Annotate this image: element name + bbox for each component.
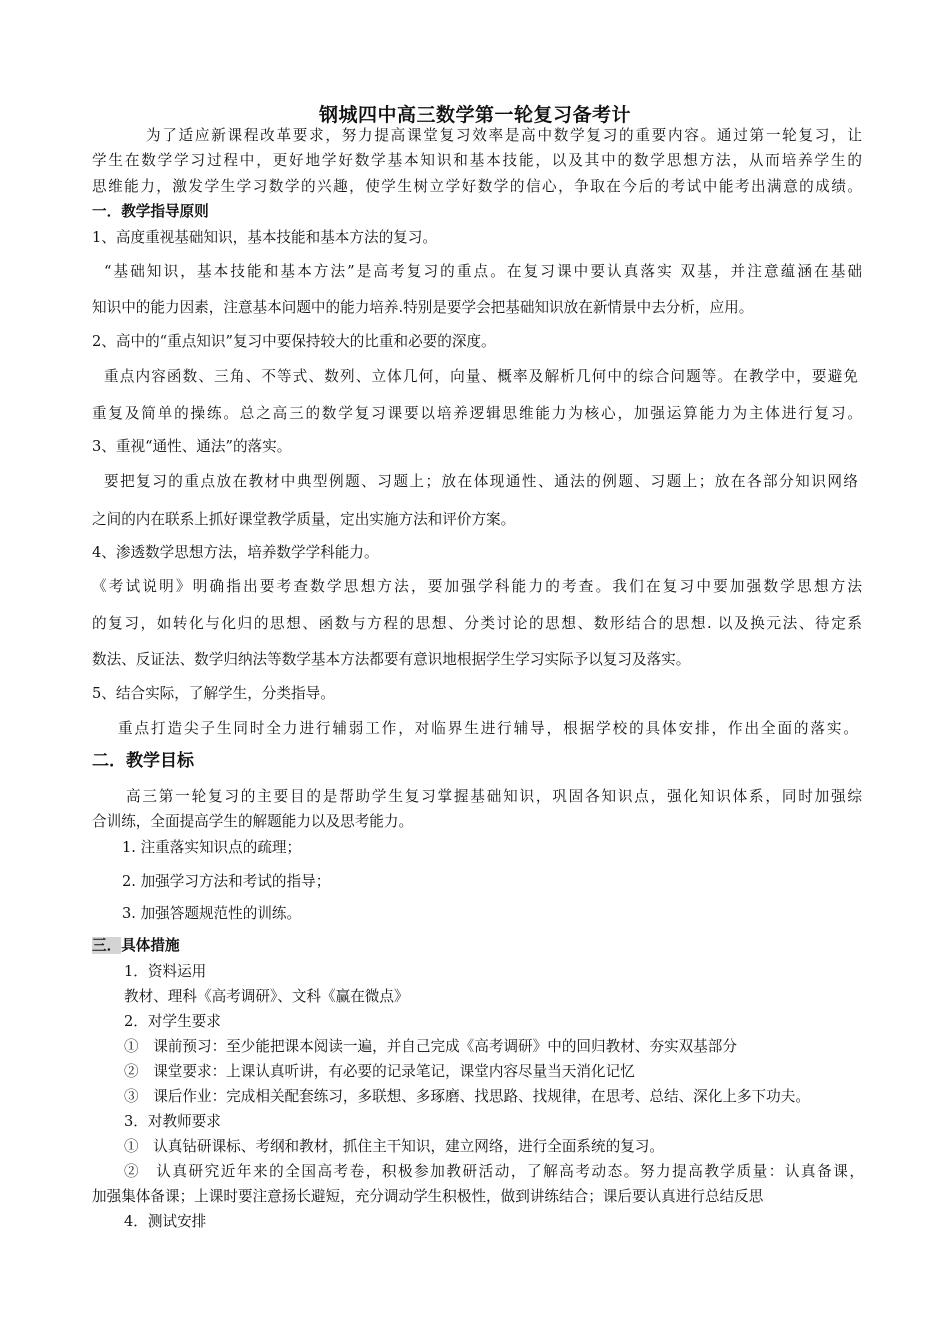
teacher-req-1: ① 认真钻研课标、考纲和教材，抓住主干知识，建立网络，进行全面系统的复习。 <box>124 1138 664 1155</box>
section3-heading-number: 三． <box>92 937 122 954</box>
section2-heading: 二．教学目标 <box>92 751 194 771</box>
teacher-req-2-cont: 加强集体备课；上课时要注意扬长避短，充分调动学生积极性，做到讲练结合；课后要认真进行总结反思 <box>92 1188 764 1205</box>
measure-3-heading: 3．对教师要求 <box>124 1113 221 1130</box>
principle-1-heading: 1、高度重视基础知识，基本技能和基本方法的复习。 <box>92 229 437 246</box>
goal-item-3: 3. 加强答题规范性的训练。 <box>122 905 302 922</box>
student-req-3: ③ 课后作业：完成相关配套练习，多联想、多琢磨、找思路、找规律，在思考、总结、深化上多下功夫。 <box>124 1088 810 1105</box>
principle-2-heading: 2、高中的“重点知识”复习中要保持较大的比重和必要的深度。 <box>92 333 496 350</box>
intro-line-2: 学生在数学学习过程中，更好地学好数学基本知识和基本技能，以及其中的数学思想方法，从而培养学生的 <box>92 152 862 169</box>
student-req-1: ① 课前预习：至少能把课本阅读一遍，并自己完成《高考调研》中的回归教材、夯实双基部分 <box>124 1038 737 1055</box>
goal-item-2: 2. 加强学习方法和考试的指导； <box>122 873 331 890</box>
measure-1-body: 教材、理科《高考调研》、文科《赢在微点》 <box>124 988 409 1005</box>
principle-4-line-1: 《考试说明》明确指出要考查数学思想方法，要加强学科能力的考查。我们在复习中要加强数学思想方法 <box>92 578 862 595</box>
principle-2-line-1: 重点内容函数、三角、不等式、数列、立体几何，向量、概率及解析几何中的综合问题等。在教学中，要避免 <box>104 368 858 385</box>
measure-4-heading: 4．测试安排 <box>124 1213 207 1230</box>
intro-line-1: 为了适应新课程改革要求，努力提高课堂复习效率是高中数学复习的重要内容。通过第一轮复习，让 <box>146 127 862 144</box>
teacher-req-2: ② 认真研究近年来的全国高考卷，积极参加教研活动，了解高考动态。努力提高教学质量：认真备课， <box>124 1163 864 1180</box>
principle-4-line-2: 的复习，如转化与化归的思想、函数与方程的思想、分类讨论的思想、数形结合的思想. 以及换元法、待定系 <box>92 615 862 632</box>
document-title: 钢城四中高三数学第一轮复习备考计 <box>318 104 631 126</box>
intro-line-3: 思维能力，激发学生学习数学的兴趣，使学生树立学好数学的信心，争取在今后的考试中能考出满意的成绩。 <box>92 178 862 195</box>
student-req-2: ② 课堂要求：上课认真听讲，有必要的记录笔记，课堂内容尽量当天消化记忆 <box>124 1063 635 1080</box>
principle-2-line-2: 重复及简单的操练。总之高三的数学复习课要以培养逻辑思维能力为核心，加强运算能力为主体进行复习。 <box>92 405 862 422</box>
principle-3-line-1: 要把复习的重点放在教材中典型例题、习题上；放在体现通性、通法的例题、习题上；放在各部分知识网络 <box>104 473 858 490</box>
principle-5-line-1: 重点打造尖子生同时全力进行辅弱工作，对临界生进行辅导，根据学校的具体安排，作出全面的落实。 <box>118 720 858 737</box>
principle-1-line-1: “基础知识，基本技能和基本方法”是高考复习的重点。在复习课中要认真落实 双基，并注意蕴涵在基础 <box>104 263 862 280</box>
section3-heading-text: 具体措施 <box>121 937 180 954</box>
section3-heading <box>92 936 180 956</box>
principle-3-line-2: 之间的内在联系上抓好课堂教学质量，定出实施方法和评价方案。 <box>92 511 516 528</box>
goal-item-1: 1. 注重落实知识点的疏理； <box>122 839 302 856</box>
goals-line-2: 合训练，全面提高学生的解题能力以及思考能力。 <box>92 813 414 830</box>
principle-1-line-2: 知识中的能力因素，注意基本问题中的能力培养.特别是要学会把基础知识放在新情景中去分析，应用。 <box>92 299 754 316</box>
principle-3-heading: 3、重视“通性、通法”的落实。 <box>92 438 292 455</box>
principle-4-line-3: 数法、反证法、数学归纳法等数学基本方法都要有意识地根据学生学习实际予以复习及落实。 <box>92 651 691 668</box>
measure-1-heading: 1．资料运用 <box>124 963 207 980</box>
goals-line-1: 高三第一轮复习的主要目的是帮助学生复习掌握基础知识，巩固各知识点，强化知识体系，同时加强综 <box>126 788 862 805</box>
principle-5-heading: 5、结合实际，了解学生，分类指导。 <box>92 685 335 702</box>
measure-2-heading: 2．对学生要求 <box>124 1013 221 1030</box>
principle-4-heading: 4、渗透数学思想方法，培养数学学科能力。 <box>92 544 379 561</box>
section1-heading: 一．教学指导原则 <box>92 203 209 220</box>
